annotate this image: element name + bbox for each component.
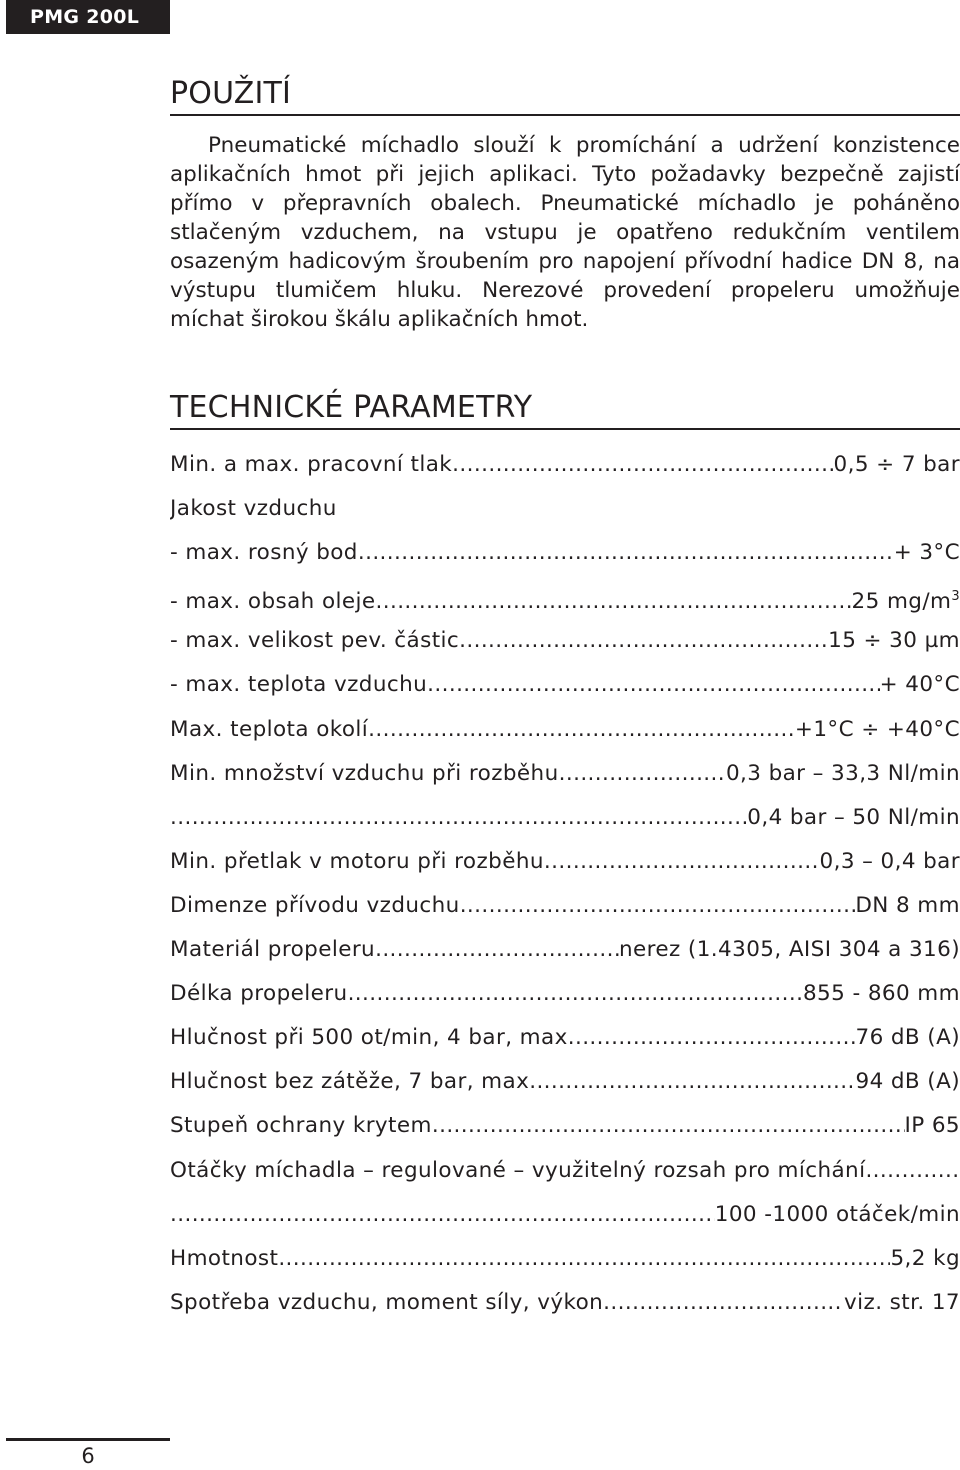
dot-leader [865,1149,960,1193]
spec-row [170,443,960,487]
dot-leader [170,1193,715,1237]
spec-value [844,1281,960,1325]
spec-value [820,840,960,884]
spec-row [170,928,960,972]
spec-value-text: 0,4 bar – 50 Nl/min [747,805,960,830]
spec-value [834,443,960,487]
dot-leader [376,580,852,619]
spec-value-text: viz. str. 17 [844,1290,960,1315]
spec-label: Min. přetlak v motoru při rozběhu [170,840,544,884]
spec-value-text: 94 dB (A) [855,1069,960,1094]
spec-value-text: 100 -1000 otáček/min [715,1202,960,1227]
spec-label: Min. a max. pracovní tlak [170,443,452,487]
spec-value [619,928,960,972]
spec-value [880,663,960,707]
dot-leader [460,884,856,928]
spec-value-text: 0,5 ÷ 7 bar [834,452,960,477]
spec-value-text: +1°C ÷ +40°C [795,717,960,742]
spec-label: Max. teplota okolí [170,708,368,752]
spec-label: - max. teplota vzduchu [170,663,427,707]
dot-leader [452,443,833,487]
spec-value-text: 855 - 860 mm [803,981,960,1006]
spec-value [803,972,960,1016]
spec-value-text: + 40°C [880,672,960,697]
spec-row [170,1237,960,1281]
dot-leader [544,840,820,884]
spec-row [170,619,960,663]
section-title-technical-parameters: TECHNICKÉ PARAMETRY [170,390,960,430]
technical-parameters-list [170,443,960,1325]
spec-label: Hlučnost bez zátěže, 7 bar, max. [170,1060,536,1104]
spec-row [170,1016,960,1060]
spec-value [890,1237,960,1281]
spec-label: Materiál propeleru [170,928,375,972]
spec-label: Jakost vzduchu [170,487,337,531]
spec-value [828,619,960,663]
dot-leader [575,1016,856,1060]
page-number: 6 [6,1442,170,1470]
spec-value-text: + 3°C [894,540,960,565]
spec-row [170,487,960,531]
model-header-tab: PMG 200L [6,0,170,34]
spec-label: Dimenze přívodu vzduchu [170,884,460,928]
spec-row [170,708,960,752]
spec-value-text: 5,2 kg [890,1246,960,1271]
spec-row [170,575,960,619]
dot-leader [559,752,726,796]
spec-row [170,1149,960,1193]
spec-row [170,840,960,884]
spec-value [715,1193,960,1237]
spec-label: Hlučnost při 500 ot/min, 4 bar, max. [170,1016,575,1060]
dot-leader [348,972,803,1016]
usage-paragraph: Pneumatické míchadlo slouží k promíchání a udržení konzistence aplikačních hmot při jejich aplikaci. Tyto požadavky bezpečně zajistí přímo v přepravních obalech. Pneumatické míchadlo je poháněno stlačeným vzduchem, na vstupu je opatřeno redukčním ventilem osazeným hadicovým šroubením pro napojení přívodní hadice DN 8, na výstupu tlumičem hluku. Nerezové provedení propeleru umožňuje míchat širokou škálu aplikačních hmot. [170,131,960,334]
dot-leader [375,928,619,972]
spec-value-superscript: 3 [951,589,960,604]
spec-value-text: 15 ÷ 30 µm [828,628,960,653]
spec-label: Spotřeba vzduchu, moment síly, výkon [170,1281,603,1325]
section-title-usage: POUŽITÍ [170,76,960,116]
spec-row [170,1281,960,1325]
dot-leader [536,1060,855,1104]
spec-value-text: 76 dB (A) [855,1025,960,1050]
spec-value [855,1016,960,1060]
spec-label: - max. velikost pev. částic [170,619,459,663]
footer-divider [6,1438,170,1441]
spec-label: Délka propeleru [170,972,348,1016]
dot-leader [358,531,894,575]
spec-value [855,884,960,928]
spec-label: - max. rosný bod [170,531,358,575]
spec-row [170,972,960,1016]
spec-label: Stupeň ochrany krytem [170,1104,432,1148]
dot-leader [603,1281,844,1325]
spec-value [747,796,960,840]
dot-leader [432,1104,905,1148]
spec-value-text: nerez (1.4305, AISI 304 a 316) [619,937,960,962]
dot-leader [368,708,795,752]
spec-value [795,708,960,752]
spec-row [170,1193,960,1237]
spec-label: Hmotnost [170,1237,278,1281]
dot-leader [459,619,828,663]
spec-value-text: IP 65 [905,1113,960,1138]
spec-label: Otáčky míchadla – regulované – využitelný rozsah pro míchání [170,1149,865,1193]
spec-value [726,752,960,796]
spec-label: Min. množství vzduchu při rozběhu [170,752,559,796]
dot-leader [278,1237,890,1281]
spec-value [855,1060,960,1104]
spec-value [905,1104,960,1148]
spec-value-text: 0,3 bar – 33,3 Nl/min [726,761,960,786]
spec-value-text: 25 mg/m [852,589,952,614]
spec-row [170,663,960,707]
spec-label: - max. obsah oleje [170,580,376,619]
spec-value [894,531,960,575]
spec-row [170,796,960,840]
spec-row [170,1104,960,1148]
dot-leader [170,796,747,840]
spec-row [170,531,960,575]
spec-value [852,575,960,619]
spec-value-text: 0,3 – 0,4 bar [820,849,960,874]
spec-row [170,752,960,796]
dot-leader [427,663,879,707]
spec-value-text: DN 8 mm [855,893,960,918]
spec-row [170,1060,960,1104]
spec-row [170,884,960,928]
